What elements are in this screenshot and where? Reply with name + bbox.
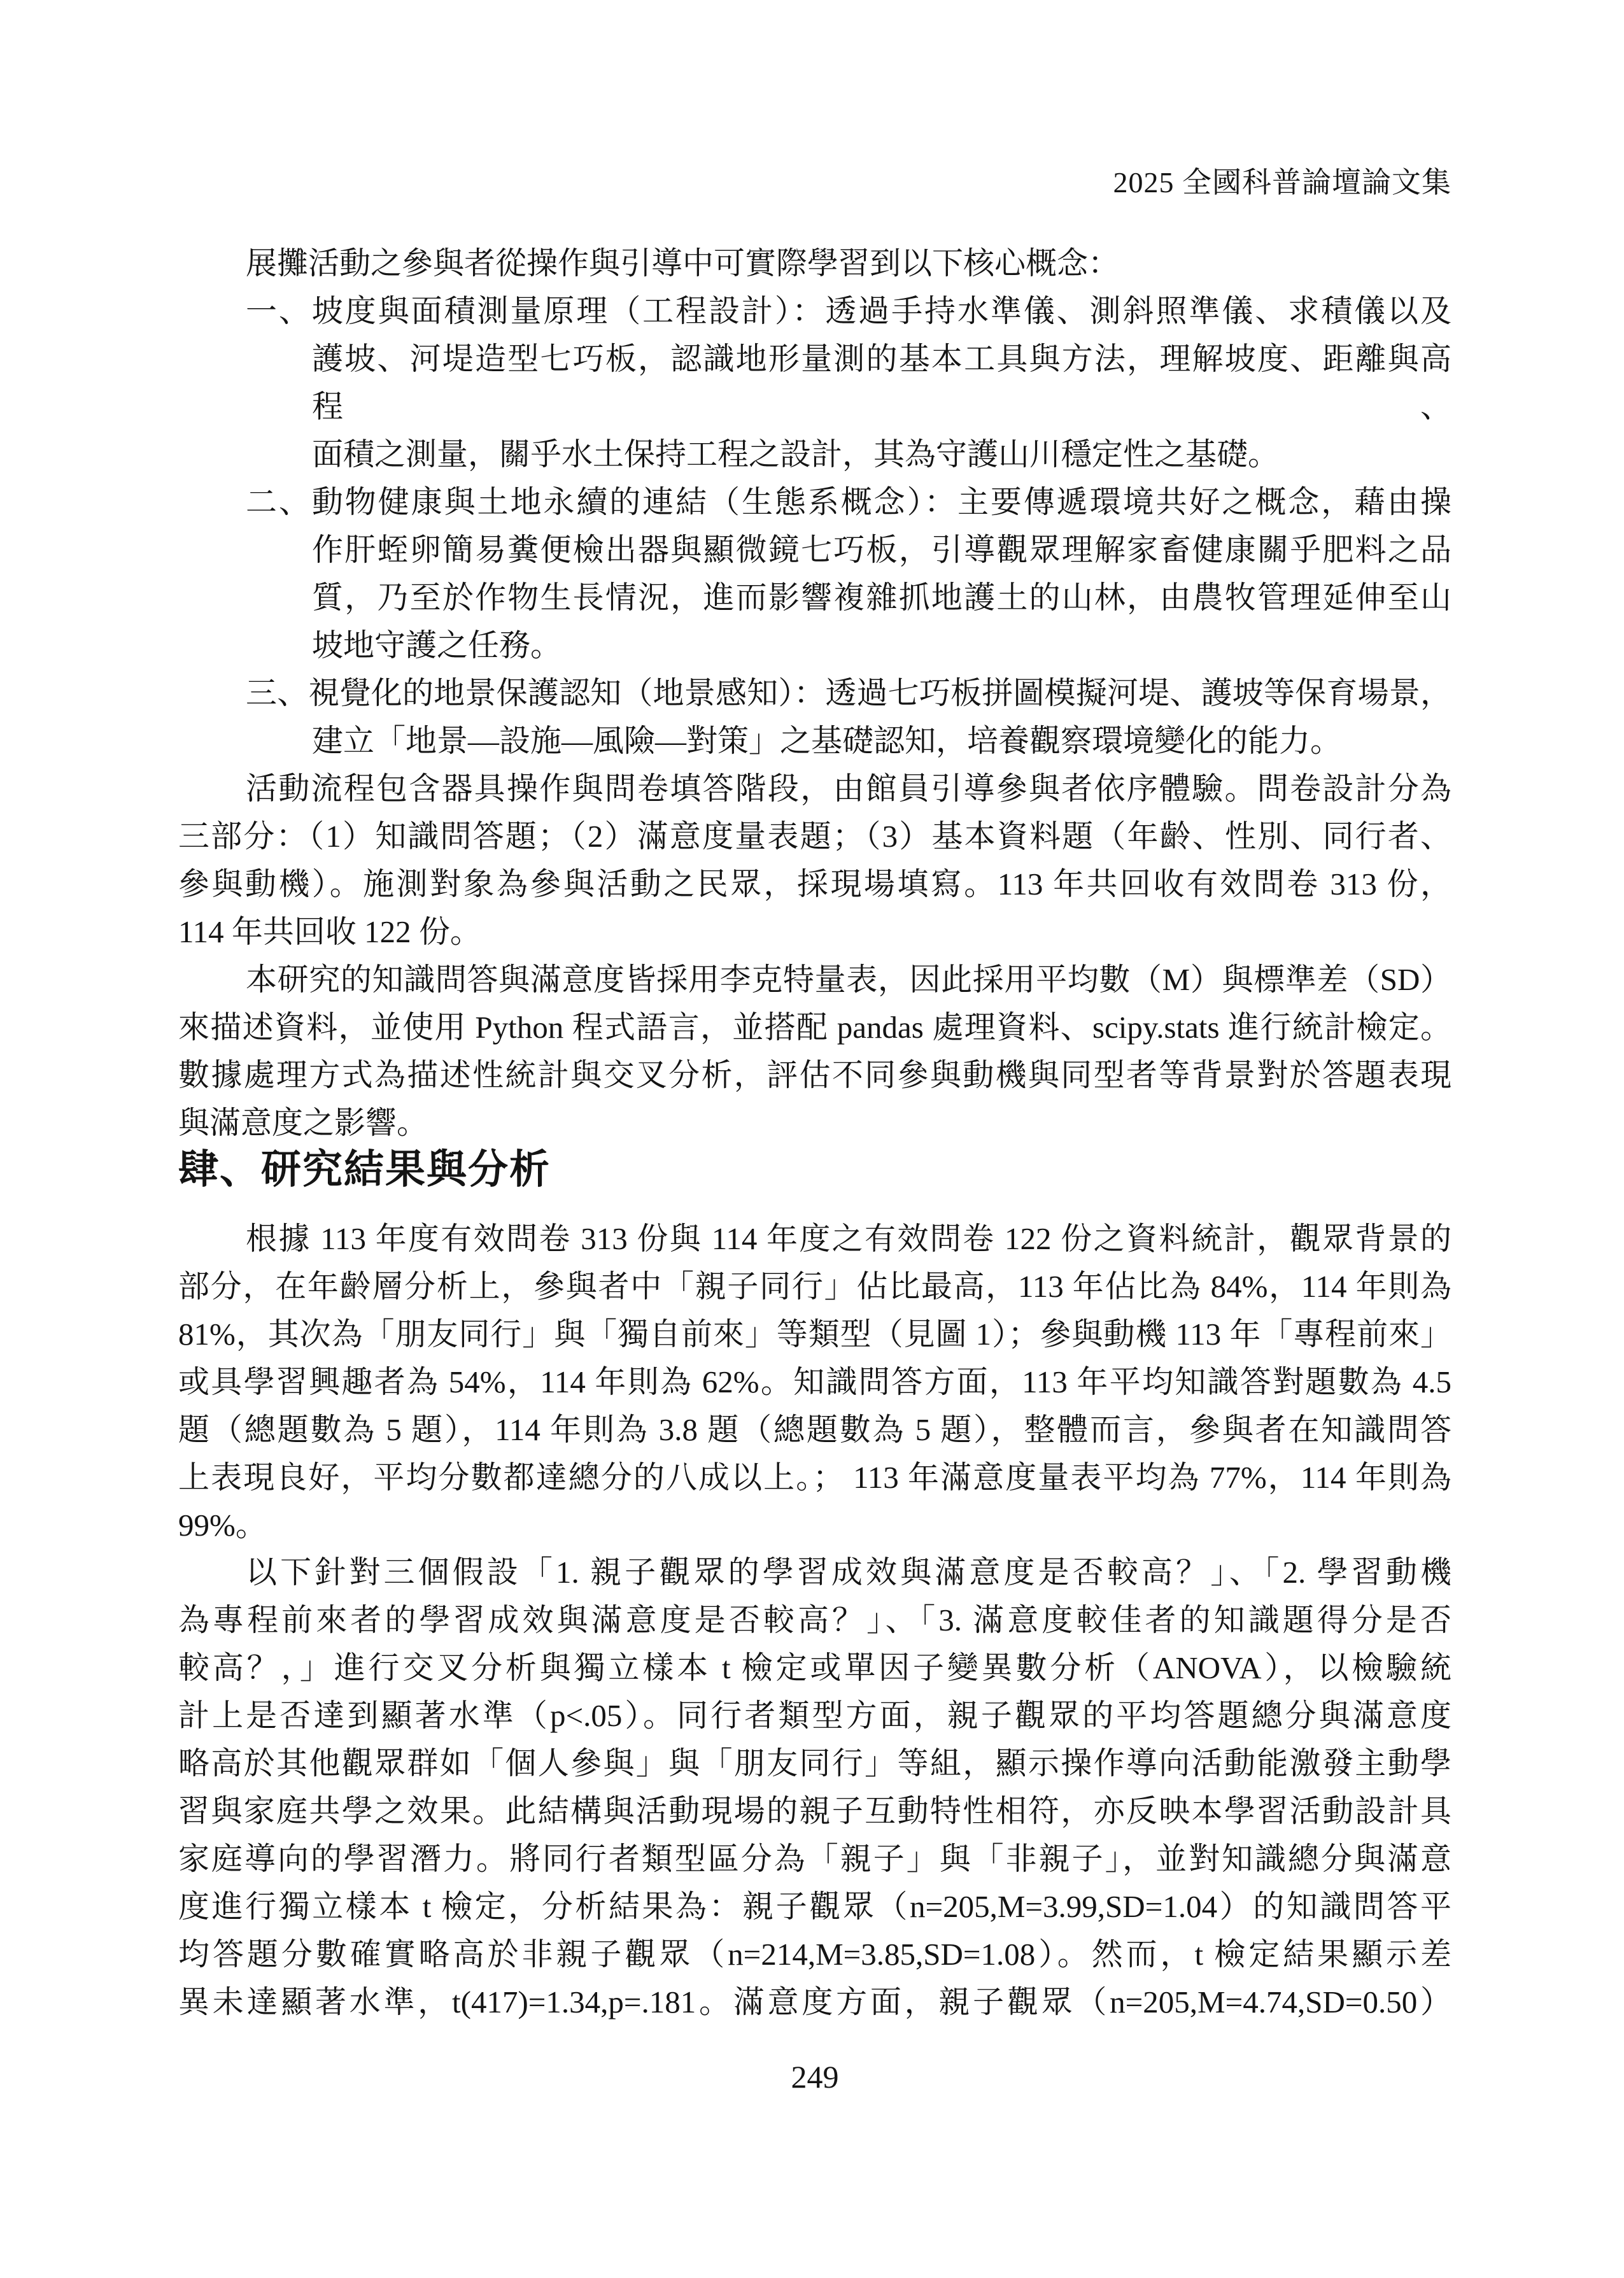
text-line: 81%，其次為「朋友同行」與「獨自前來」等類型（見圖 1）；參與動機 113 年「專程前來」 — [178, 1317, 1451, 1352]
page-number: 249 — [791, 2059, 839, 2095]
text-line: 略高於其他觀眾群如「個人參與」與「朋友同行」等組，顯示操作導向活動能激發主動學 — [178, 1746, 1451, 1781]
text-line: 為專程前來者的學習成效與滿意度是否較高？」、「3. 滿意度較佳者的知識題得分是否 — [178, 1602, 1451, 1638]
text-line: 建立「地景—設施—風險—對策」之基礎認知，培養觀察環境變化的能力。 — [312, 723, 1342, 758]
text-line: 均答題分數確實略高於非親子觀眾（n=214,M=3.85,SD=1.08）。然而，t 檢定結果顯示差 — [178, 1937, 1451, 1972]
text-line: 114 年共回收 122 份。 — [178, 914, 481, 949]
text-line: 以下針對三個假設「1. 親子觀眾的學習成效與滿意度是否較高？」、「2. 學習動機 — [246, 1555, 1451, 1590]
text-line: 根據 113 年度有效問卷 313 份與 114 年度之有效問卷 122 份之資料統計，觀眾背景的 — [246, 1221, 1451, 1256]
text-line: 展攤活動之參與者從操作與引導中可實際學習到以下核心概念： — [246, 246, 1120, 281]
text-line: 來描述資料，並使用 Python 程式語言，並搭配 pandas 處理資料、scipy.stats 進行統計檢定。 — [178, 1010, 1451, 1045]
text-line: 或具學習興趣者為 54%，114 年則為 62%。知識問答方面，113 年平均知識答對題數為 4.5 — [178, 1364, 1451, 1399]
text-line: 度進行獨立樣本 t 檢定，分析結果為：親子觀眾（n=205,M=3.99,SD=1.04）的知識問答平 — [178, 1889, 1451, 1924]
text-line: 作肝蛭卵簡易糞便檢出器與顯微鏡七巧板，引導觀眾理解家畜健康關乎肥料之品 — [312, 532, 1451, 567]
text-line: 護坡、河堤造型七巧板，認識地形量測的基本工具與方法，理解坡度、距離與高程、 — [312, 341, 1451, 424]
text-line: 質，乃至於作物生長情況，進而影響複雜抓地護土的山林，由農牧管理延伸至山 — [312, 580, 1451, 615]
text-line: 數據處理方式為描述性統計與交叉分析，評估不同參與動機與同型者等背景對於答題表現 — [178, 1058, 1451, 1093]
text-line: 較高？，」進行交叉分析與獨立樣本 t 檢定或單因子變異數分析（ANOVA），以檢驗統 — [178, 1650, 1451, 1685]
text-line: 異未達顯著水準，t(417)=1.34,p=.181。滿意度方面，親子觀眾（n=205,M=4.74,SD=0.50） — [178, 1984, 1451, 2020]
body-block-methods — [178, 239, 1451, 1147]
text-line: 題（總題數為 5 題），114 年則為 3.8 題（總題數為 5 題），整體而言，參與者在知識問答 — [178, 1412, 1451, 1447]
text-line: 計上是否達到顯著水準（p<.05）。同行者類型方面，親子觀眾的平均答題總分與滿意度 — [178, 1698, 1451, 1733]
text-line: 面積之測量，關乎水土保持工程之設計，其為守護山川穩定性之基礎。 — [312, 437, 1280, 472]
text-line: 習與家庭共學之效果。此結構與活動現場的親子互動特性相符，亦反映本學習活動設計具 — [178, 1793, 1451, 1829]
text-line: 三部分：（1）知識問答題；（2）滿意度量表題；（3）基本資料題（年齡、性別、同行者、 — [178, 819, 1451, 854]
text-line: 活動流程包含器具操作與問卷填答階段，由館員引導參與者依序體驗。問卷設計分為 — [246, 771, 1451, 806]
text-line: 99%。 — [178, 1508, 267, 1543]
text-line: 上表現良好，平均分數都達總分的八成以上。； 113 年滿意度量表平均為 77%，114 年則為 — [178, 1460, 1451, 1495]
section-heading: 肆、研究結果與分析 — [178, 1147, 551, 1192]
body-block-results-1 — [178, 1215, 1451, 1549]
text-line: 坡地守護之任務。 — [312, 628, 562, 663]
running-header: 2025 全國科普論壇論文集 — [1113, 166, 1451, 199]
text-line: 一、坡度與面積測量原理（工程設計）：透過手持水準儀、測斜照準儀、求積儀以及 — [246, 294, 1451, 329]
text-line: 家庭導向的學習潛力。將同行者類型區分為「親子」與「非親子」，並對知識總分與滿意 — [178, 1841, 1451, 1876]
text-line: 本研究的知識問答與滿意度皆採用李克特量表，因此採用平均數（M）與標準差（SD） — [246, 962, 1451, 997]
text-line: 與滿意度之影響。 — [178, 1105, 428, 1140]
text-line: 三、視覺化的地景保護認知（地景感知）：透過七巧板拼圖模擬河堤、護坡等保育場景， — [246, 676, 1451, 711]
text-line: 部分，在年齡層分析上，參與者中「親子同行」佔比最高，113 年佔比為 84%，114 年則為 — [178, 1269, 1451, 1304]
text-line: 參與動機）。施測對象為參與活動之民眾，採現場填寫。113 年共回收有效問卷 313 份， — [178, 867, 1451, 902]
body-block-results-2 — [178, 1548, 1451, 2026]
text-line: 二、動物健康與土地永續的連結（生態系概念）：主要傳遞環境共好之概念，藉由操 — [246, 485, 1451, 520]
